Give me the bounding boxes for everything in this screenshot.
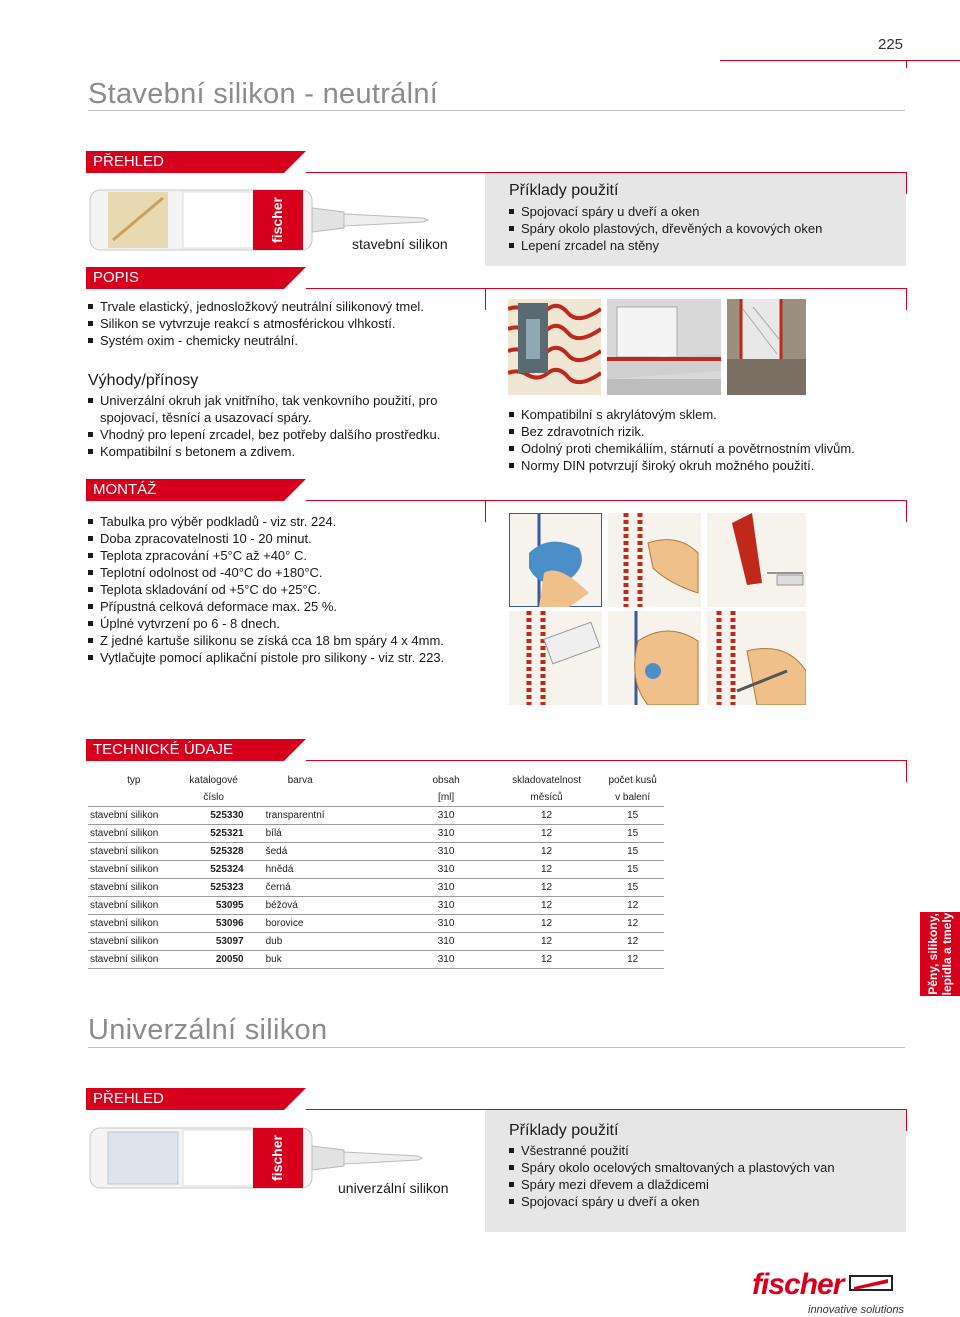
list-item: Spojovací spáry u dveří a oken [509,203,822,220]
list-item: Bez zdravotních rizik. [509,423,909,440]
table-cell: 12 [601,933,664,951]
assembly-list [88,513,483,666]
table-cell: 525328 [180,843,248,861]
overview-tick [906,172,907,194]
table-cell: stavební silikon [88,843,180,861]
header-rule [720,60,960,61]
list-item: Spáry okolo ocelových smaltovaných a plastových van [509,1159,835,1176]
table-header: obsah [432,775,460,786]
benefits-list-left [88,392,478,460]
list-item: Trvale elastický, jednosložkový neutrální silikonový tmel. [88,298,424,315]
table-header [248,789,401,807]
table-header: [ml] [400,789,491,807]
table-cell: stavební silikon [88,933,180,951]
list-item: Teplota skladování od +5°C do +25°C. [88,581,483,598]
section-title: Univerzální silikon [88,1014,328,1046]
table-header: v balení [601,789,664,807]
examples-heading: Příklady použití [509,182,619,199]
product-caption: stavební silikon [352,236,448,252]
rule-tick [485,500,486,522]
table-row [88,915,664,933]
table-cell: 12 [492,897,601,915]
table-cell: 15 [601,843,664,861]
list-item: Odolný proti chemikáliím, stárnutí a povětrnostním vlivům. [509,440,909,457]
list-item: Kompatibilní s akrylátovým sklem. [509,406,909,423]
header-tick [906,60,907,68]
examples-box [485,173,906,266]
table-cell: 12 [492,807,601,825]
table-cell: stavební silikon [88,861,180,879]
table-cell: 525330 [180,807,248,825]
list-item: Všestranné použití [509,1142,835,1159]
list-item: Silikon se vytvrzuje reakcí s atmosférickou vlhkostí. [88,315,424,332]
table-cell: 12 [601,897,664,915]
list-item: Vytlačujte pomocí aplikační pistole pro silikony - viz str. 223. [88,649,483,666]
table-cell: stavební silikon [88,807,180,825]
table-cell: 310 [400,879,491,897]
table-row [88,879,664,897]
table-cell: 525321 [180,825,248,843]
table-cell: 310 [400,807,491,825]
description-rule [306,288,906,289]
table-row [88,807,664,825]
description-label: POPIS [86,267,284,289]
examples-list [509,1142,835,1210]
table-cell: 310 [400,825,491,843]
page-number: 225 [878,36,904,53]
table-cell: černá [248,879,401,897]
rule-tick [906,500,907,522]
examples-heading: Příklady použití [509,1122,619,1139]
table-row [88,825,664,843]
table-cell: 15 [601,807,664,825]
list-item: Spáry mezi dřevem a dlaždicemi [509,1176,835,1193]
cartridge-logo-text: fischer [269,197,285,243]
category-side-tab [920,912,960,996]
list-item: Úplné vytvrzení po 6 - 8 dnech. [88,615,483,632]
assembly-rule [306,500,906,501]
step-image-nozzle [707,513,806,607]
brand-tagline: innovative solutions [808,1304,905,1316]
table-cell: 310 [400,861,491,879]
list-item: Normy DIN potvrzují široký okruh možného použití. [509,457,909,474]
table-cell: 12 [492,879,601,897]
table-row [88,861,664,879]
table-cell: béžová [248,897,401,915]
table-cell: 12 [492,915,601,933]
logo-emblem-icon [848,1272,894,1294]
table-cell: borovice [248,915,401,933]
overview-label: PŘEHLED [86,1088,284,1110]
table-cell: 12 [601,915,664,933]
table-header: měsíců [492,789,601,807]
table-cell: buk [248,951,401,969]
list-item: Doba zpracovatelnosti 10 - 20 minut. [88,530,483,547]
list-item: Univerzální okruh jak vnitřního, tak venkovního použití, pro spojovací, těsnící a usazovací spáry. [88,392,478,426]
technical-data-table [88,772,664,969]
rule-tick [485,288,486,310]
list-item: Tabulka pro výběr podkladů - viz str. 224. [88,513,483,530]
table-header: číslo [180,789,248,807]
table-cell: dub [248,933,401,951]
side-tab-line2: lepidla a tmely [940,912,954,996]
table-header: typ [127,775,141,786]
examples-list [509,203,822,254]
product-caption: univerzální silikon [338,1180,449,1196]
table-header: počet kusů [608,775,657,786]
step-image-apply [509,611,602,705]
table-cell: stavební silikon [88,897,180,915]
tech-data-label: TECHNICKÉ ÚDAJE [86,739,284,761]
list-item: Přípustná celková deformace max. 25 %. [88,598,483,615]
table-cell: 12 [601,951,664,969]
table-cell: 15 [601,825,664,843]
list-item: Vhodný pro lepení zrcadel, bez potřeby dalšího prostředku. [88,426,478,443]
list-item: Teplota zpracování +5°C až +40° C. [88,547,483,564]
step-image-tape [608,513,701,607]
table-row [88,897,664,915]
table-header [88,789,180,807]
list-item: Kompatibilní s betonem a zdivem. [88,443,478,460]
tech-rule [306,760,906,761]
title-rule [88,1047,905,1048]
rule-tick [906,288,907,310]
step-image-remove-tape [707,611,806,705]
table-cell: 310 [400,897,491,915]
table-cell: 15 [601,861,664,879]
examples-box [485,1110,906,1232]
list-item: Systém oxim - chemicky neutrální. [88,332,424,349]
list-item: Z jedné kartuše silikonu se získá cca 18 bm spáry 4 x 4mm. [88,632,483,649]
side-tab-line1: Pěny, silikony, [926,913,940,995]
table-cell: 53095 [180,897,248,915]
table-cell: 53096 [180,915,248,933]
table-cell: hnědá [248,861,401,879]
photo-window-sill [607,299,721,395]
list-item: Spáry okolo plastových, dřevěných a kovových oken [509,220,822,237]
table-header: katalogové [189,775,238,786]
table-cell: 310 [400,933,491,951]
rule-tick [906,760,907,782]
photo-door-frame [727,299,806,395]
table-cell: 310 [400,843,491,861]
table-row [88,933,664,951]
photo-mirror-application [508,299,601,395]
list-item: Lepení zrcadel na stěny [509,237,822,254]
overview-tick [906,1109,907,1131]
table-cell: 15 [601,879,664,897]
table-cell: 525324 [180,861,248,879]
table-cell: bílá [248,825,401,843]
benefits-heading: Výhody/přínosy [88,372,199,389]
table-header: skladovatelnost [512,775,581,786]
description-list [88,298,424,349]
table-cell: 310 [400,951,491,969]
table-cell: 12 [492,861,601,879]
section-title: Stavební silikon - neutrální [88,78,439,110]
table-cell: stavební silikon [88,879,180,897]
table-cell: 12 [492,843,601,861]
step-image-smooth [608,611,701,705]
logo-wordmark: fischer [752,1268,844,1301]
table-cell: šedá [248,843,401,861]
cartridge-logo-text: fischer [269,1135,285,1181]
table-cell: 310 [400,915,491,933]
table-cell: 12 [492,825,601,843]
overview-label: PŘEHLED [86,151,284,173]
fischer-logo [752,1268,894,1302]
table-row [88,951,664,969]
assembly-label: MONTÁŽ [86,479,284,501]
table-cell: 12 [492,933,601,951]
table-cell: 53097 [180,933,248,951]
list-item: Spojovací spáry u dveří a oken [509,1193,835,1210]
table-cell: stavební silikon [88,951,180,969]
list-item: Teplotní odolnost od -40°C do +180°C. [88,564,483,581]
table-cell: 12 [492,951,601,969]
table-header: barva [287,775,313,786]
table-row [88,843,664,861]
table-cell: transparentní [248,807,401,825]
table-cell: 525323 [180,879,248,897]
title-rule [88,110,905,111]
step-image-clean [509,513,602,607]
table-cell: stavební silikon [88,825,180,843]
table-cell: 20050 [180,951,248,969]
benefits-list-right [509,406,909,474]
table-cell: stavební silikon [88,915,180,933]
